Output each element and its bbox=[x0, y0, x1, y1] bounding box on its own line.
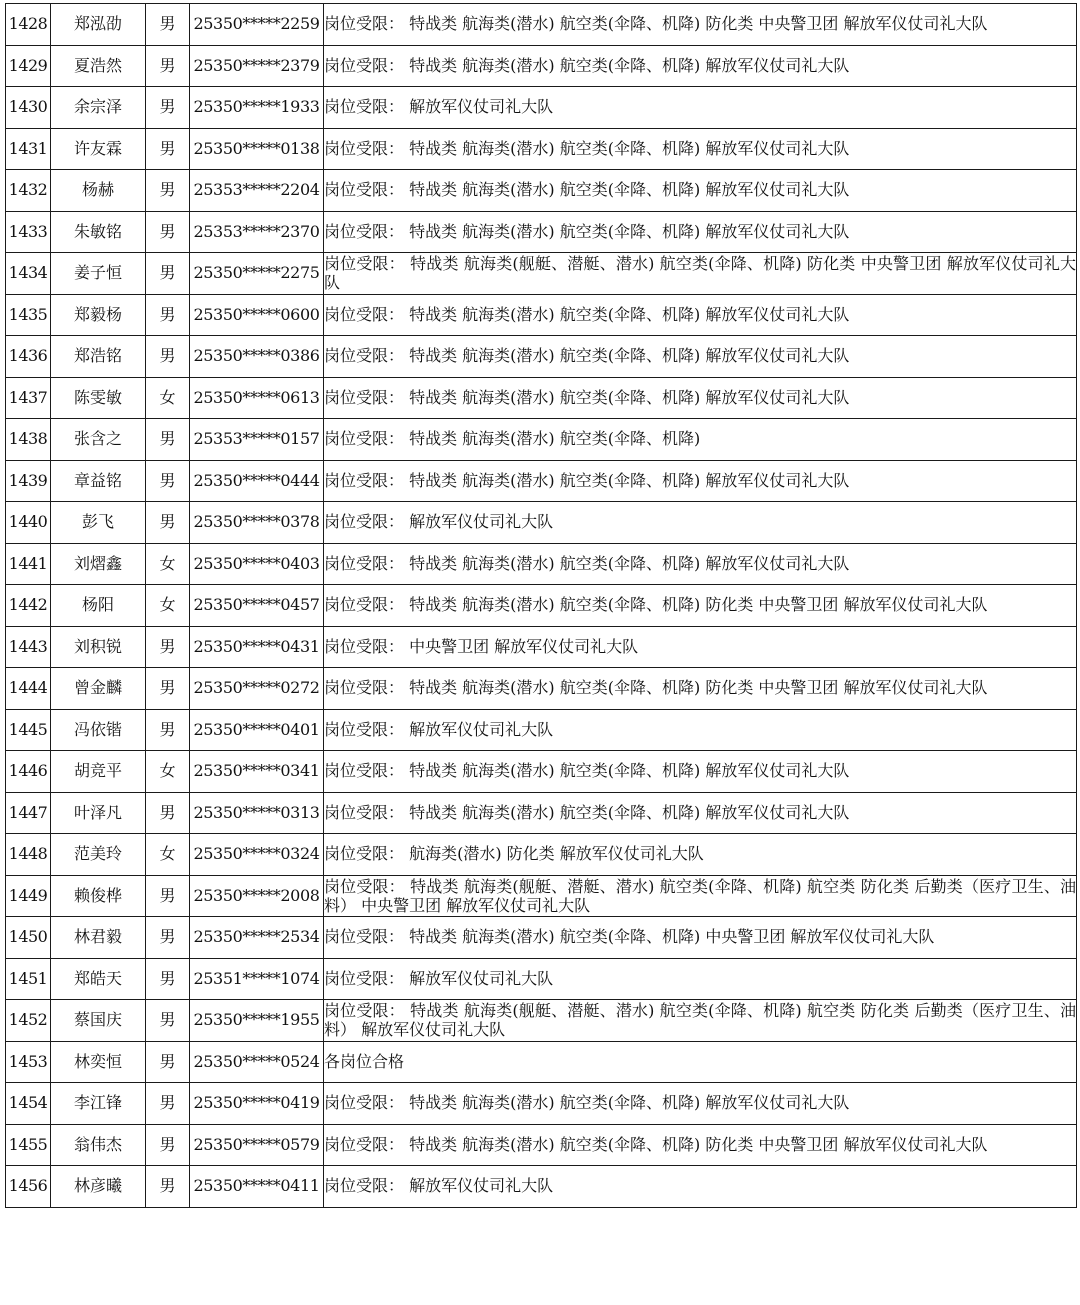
restriction-note-cell: 岗位受限： 中央警卫团 解放军仪仗司礼大队 bbox=[324, 626, 1077, 668]
restriction-note-cell: 岗位受限： 解放军仪仗司礼大队 bbox=[324, 87, 1077, 129]
name-cell: 林奕恒 bbox=[51, 1041, 146, 1083]
table-row bbox=[6, 294, 1077, 336]
table-row bbox=[6, 1041, 1077, 1083]
id-number-cell: 25350*****0431 bbox=[190, 626, 324, 668]
id-number-cell: 25350*****0378 bbox=[190, 502, 324, 544]
row-number-cell: 1432 bbox=[6, 170, 51, 212]
table-row bbox=[6, 211, 1077, 253]
roster-table bbox=[5, 3, 1077, 1208]
table-row bbox=[6, 4, 1077, 46]
name-cell: 林君毅 bbox=[51, 917, 146, 959]
sex-cell: 男 bbox=[146, 1166, 190, 1208]
table-row bbox=[6, 502, 1077, 544]
name-cell: 刘积锐 bbox=[51, 626, 146, 668]
restriction-note-cell: 岗位受限： 特战类 航海类(潜水) 航空类(伞降、机降) 防化类 中央警卫团 解放军仪仗司礼大队 bbox=[324, 1124, 1077, 1166]
name-cell: 冯依锴 bbox=[51, 709, 146, 751]
id-number-cell: 25350*****1933 bbox=[190, 87, 324, 129]
id-number-cell: 25350*****0386 bbox=[190, 336, 324, 378]
row-number-cell: 1431 bbox=[6, 128, 51, 170]
restriction-note-cell: 岗位受限： 特战类 航海类(潜水) 航空类(伞降、机降) 解放军仪仗司礼大队 bbox=[324, 751, 1077, 793]
row-number-cell: 1437 bbox=[6, 377, 51, 419]
restriction-note-cell: 岗位受限： 特战类 航海类(潜水) 航空类(伞降、机降) 解放军仪仗司礼大队 bbox=[324, 377, 1077, 419]
row-number-cell: 1454 bbox=[6, 1083, 51, 1125]
name-cell: 张含之 bbox=[51, 419, 146, 461]
table-row bbox=[6, 45, 1077, 87]
row-number-cell: 1436 bbox=[6, 336, 51, 378]
sex-cell: 男 bbox=[146, 45, 190, 87]
sex-cell: 男 bbox=[146, 875, 190, 917]
row-number-cell: 1438 bbox=[6, 419, 51, 461]
table-row bbox=[6, 460, 1077, 502]
id-number-cell: 25350*****0403 bbox=[190, 543, 324, 585]
restriction-note-cell: 岗位受限： 特战类 航海类(潜水) 航空类(伞降、机降) 防化类 中央警卫团 解放军仪仗司礼大队 bbox=[324, 585, 1077, 627]
name-cell: 郑毅杨 bbox=[51, 294, 146, 336]
table-row bbox=[6, 585, 1077, 627]
table-row bbox=[6, 626, 1077, 668]
sex-cell: 男 bbox=[146, 253, 190, 295]
id-number-cell: 25353*****2204 bbox=[190, 170, 324, 212]
name-cell: 朱敏铭 bbox=[51, 211, 146, 253]
table-row bbox=[6, 377, 1077, 419]
sex-cell: 男 bbox=[146, 958, 190, 1000]
row-number-cell: 1444 bbox=[6, 668, 51, 710]
sex-cell: 男 bbox=[146, 419, 190, 461]
row-number-cell: 1446 bbox=[6, 751, 51, 793]
table-row bbox=[6, 668, 1077, 710]
sex-cell: 男 bbox=[146, 1000, 190, 1042]
id-number-cell: 25350*****0341 bbox=[190, 751, 324, 793]
name-cell: 余宗泽 bbox=[51, 87, 146, 129]
id-number-cell: 25350*****2379 bbox=[190, 45, 324, 87]
name-cell: 李江锋 bbox=[51, 1083, 146, 1125]
restriction-note-cell: 岗位受限： 特战类 航海类(潜水) 航空类(伞降、机降) 解放军仪仗司礼大队 bbox=[324, 336, 1077, 378]
row-number-cell: 1443 bbox=[6, 626, 51, 668]
table-row bbox=[6, 751, 1077, 793]
row-number-cell: 1447 bbox=[6, 792, 51, 834]
id-number-cell: 25350*****0324 bbox=[190, 834, 324, 876]
sex-cell: 男 bbox=[146, 294, 190, 336]
table-row bbox=[6, 1083, 1077, 1125]
sex-cell: 女 bbox=[146, 377, 190, 419]
table-row bbox=[6, 1166, 1077, 1208]
id-number-cell: 25350*****0579 bbox=[190, 1124, 324, 1166]
sex-cell: 男 bbox=[146, 336, 190, 378]
name-cell: 陈雯敏 bbox=[51, 377, 146, 419]
restriction-note-cell: 岗位受限： 特战类 航海类(潜水) 航空类(伞降、机降) 防化类 中央警卫团 解放军仪仗司礼大队 bbox=[324, 668, 1077, 710]
name-cell: 彭飞 bbox=[51, 502, 146, 544]
name-cell: 范美玲 bbox=[51, 834, 146, 876]
row-number-cell: 1448 bbox=[6, 834, 51, 876]
name-cell: 郑皓天 bbox=[51, 958, 146, 1000]
table-row bbox=[6, 875, 1077, 917]
sex-cell: 男 bbox=[146, 709, 190, 751]
row-number-cell: 1451 bbox=[6, 958, 51, 1000]
restriction-note-cell: 岗位受限： 特战类 航海类(舰艇、潜艇、潜水) 航空类(伞降、机降) 防化类 中央警卫团 解放军仪仗司礼大队 bbox=[324, 254, 1076, 293]
row-number-cell: 1449 bbox=[6, 875, 51, 917]
row-number-cell: 1455 bbox=[6, 1124, 51, 1166]
name-cell: 郑泓劭 bbox=[51, 4, 146, 46]
row-number-cell: 1439 bbox=[6, 460, 51, 502]
table-row bbox=[6, 834, 1077, 876]
id-number-cell: 25350*****0524 bbox=[190, 1041, 324, 1083]
id-number-cell: 25350*****0613 bbox=[190, 377, 324, 419]
sex-cell: 男 bbox=[146, 211, 190, 253]
restriction-note-cell: 岗位受限： 解放军仪仗司礼大队 bbox=[324, 502, 1077, 544]
id-number-cell: 25350*****2534 bbox=[190, 917, 324, 959]
table-row bbox=[6, 792, 1077, 834]
table-row bbox=[6, 543, 1077, 585]
name-cell: 许友霖 bbox=[51, 128, 146, 170]
restriction-note-cell: 岗位受限： 特战类 航海类(潜水) 航空类(伞降、机降) 解放军仪仗司礼大队 bbox=[324, 792, 1077, 834]
sex-cell: 男 bbox=[146, 87, 190, 129]
page-margin bbox=[0, 1274, 1080, 1305]
id-number-cell: 25353*****2370 bbox=[190, 211, 324, 253]
restriction-note-cell: 岗位受限： 特战类 航海类(潜水) 航空类(伞降、机降) 解放军仪仗司礼大队 bbox=[324, 1083, 1077, 1125]
roster-sheet bbox=[5, 3, 1076, 1208]
table-row bbox=[6, 917, 1077, 959]
name-cell: 曾金麟 bbox=[51, 668, 146, 710]
sex-cell: 男 bbox=[146, 668, 190, 710]
name-cell: 杨赫 bbox=[51, 170, 146, 212]
restriction-note-cell: 岗位受限： 特战类 航海类(潜水) 航空类(伞降、机降) 解放军仪仗司礼大队 bbox=[324, 211, 1077, 253]
table-row bbox=[6, 958, 1077, 1000]
row-number-cell: 1440 bbox=[6, 502, 51, 544]
name-cell: 姜子恒 bbox=[51, 253, 146, 295]
row-number-cell: 1450 bbox=[6, 917, 51, 959]
id-number-cell: 25350*****1955 bbox=[190, 1000, 324, 1042]
name-cell: 叶泽凡 bbox=[51, 792, 146, 834]
row-number-cell: 1441 bbox=[6, 543, 51, 585]
row-number-cell: 1434 bbox=[6, 253, 51, 295]
id-number-cell: 25350*****2275 bbox=[190, 253, 324, 295]
id-number-cell: 25351*****1074 bbox=[190, 958, 324, 1000]
table-row bbox=[6, 87, 1077, 129]
name-cell: 胡竞平 bbox=[51, 751, 146, 793]
row-number-cell: 1429 bbox=[6, 45, 51, 87]
restriction-note-cell: 岗位受限： 特战类 航海类(舰艇、潜艇、潜水) 航空类(伞降、机降) 航空类 防化类 后勤类（医疗卫生、油料） 解放军仪仗司礼大队 bbox=[324, 1001, 1076, 1040]
name-cell: 郑浩铭 bbox=[51, 336, 146, 378]
id-number-cell: 25350*****0411 bbox=[190, 1166, 324, 1208]
row-number-cell: 1430 bbox=[6, 87, 51, 129]
name-cell: 刘熠鑫 bbox=[51, 543, 146, 585]
restriction-note-cell: 岗位受限： 解放军仪仗司礼大队 bbox=[324, 958, 1077, 1000]
table-row bbox=[6, 336, 1077, 378]
row-number-cell: 1442 bbox=[6, 585, 51, 627]
restriction-note-cell: 各岗位合格 bbox=[324, 1041, 1077, 1083]
restriction-note-cell: 岗位受限： 特战类 航海类(潜水) 航空类(伞降、机降) 解放军仪仗司礼大队 bbox=[324, 128, 1077, 170]
restriction-note-cell: 岗位受限： 特战类 航海类(潜水) 航空类(伞降、机降) 解放军仪仗司礼大队 bbox=[324, 543, 1077, 585]
table-row bbox=[6, 128, 1077, 170]
id-number-cell: 25350*****2008 bbox=[190, 875, 324, 917]
row-number-cell: 1452 bbox=[6, 1000, 51, 1042]
id-number-cell: 25350*****0272 bbox=[190, 668, 324, 710]
row-number-cell: 1445 bbox=[6, 709, 51, 751]
sex-cell: 女 bbox=[146, 834, 190, 876]
sex-cell: 女 bbox=[146, 751, 190, 793]
restriction-note-cell: 岗位受限： 特战类 航海类(舰艇、潜艇、潜水) 航空类(伞降、机降) 航空类 防化类 后勤类（医疗卫生、油料） 中央警卫团 解放军仪仗司礼大队 bbox=[324, 876, 1076, 915]
sex-cell: 男 bbox=[146, 1124, 190, 1166]
name-cell: 翁伟杰 bbox=[51, 1124, 146, 1166]
table-row bbox=[6, 170, 1077, 212]
sex-cell: 女 bbox=[146, 585, 190, 627]
restriction-note-cell: 岗位受限： 解放军仪仗司礼大队 bbox=[324, 709, 1077, 751]
restriction-note-cell: 岗位受限： 特战类 航海类(潜水) 航空类(伞降、机降) bbox=[324, 419, 1077, 461]
name-cell: 林彦曦 bbox=[51, 1166, 146, 1208]
sex-cell: 男 bbox=[146, 4, 190, 46]
restriction-note-cell: 岗位受限： 特战类 航海类(潜水) 航空类(伞降、机降) 解放军仪仗司礼大队 bbox=[324, 45, 1077, 87]
id-number-cell: 25350*****0313 bbox=[190, 792, 324, 834]
id-number-cell: 25350*****0444 bbox=[190, 460, 324, 502]
id-number-cell: 25350*****0600 bbox=[190, 294, 324, 336]
sex-cell: 男 bbox=[146, 792, 190, 834]
row-number-cell: 1428 bbox=[6, 4, 51, 46]
table-row bbox=[6, 1000, 1077, 1042]
row-number-cell: 1433 bbox=[6, 211, 51, 253]
table-row bbox=[6, 253, 1077, 295]
id-number-cell: 25350*****0457 bbox=[190, 585, 324, 627]
restriction-note-cell: 岗位受限： 特战类 航海类(潜水) 航空类(伞降、机降) 中央警卫团 解放军仪仗司礼大队 bbox=[324, 917, 1077, 959]
name-cell: 杨阳 bbox=[51, 585, 146, 627]
name-cell: 章益铭 bbox=[51, 460, 146, 502]
restriction-note-cell: 岗位受限： 特战类 航海类(潜水) 航空类(伞降、机降) 防化类 中央警卫团 解放军仪仗司礼大队 bbox=[324, 4, 1077, 46]
sex-cell: 男 bbox=[146, 460, 190, 502]
roster-body bbox=[6, 4, 1077, 1208]
restriction-note-cell: 岗位受限： 航海类(潜水) 防化类 解放军仪仗司礼大队 bbox=[324, 834, 1077, 876]
sex-cell: 男 bbox=[146, 502, 190, 544]
name-cell: 夏浩然 bbox=[51, 45, 146, 87]
restriction-note-cell: 岗位受限： 特战类 航海类(潜水) 航空类(伞降、机降) 解放军仪仗司礼大队 bbox=[324, 460, 1077, 502]
sex-cell: 男 bbox=[146, 1083, 190, 1125]
restriction-note-cell: 岗位受限： 特战类 航海类(潜水) 航空类(伞降、机降) 解放军仪仗司礼大队 bbox=[324, 294, 1077, 336]
id-number-cell: 25353*****0157 bbox=[190, 419, 324, 461]
sex-cell: 男 bbox=[146, 1041, 190, 1083]
name-cell: 蔡国庆 bbox=[51, 1000, 146, 1042]
sex-cell: 男 bbox=[146, 917, 190, 959]
restriction-note-cell: 岗位受限： 特战类 航海类(潜水) 航空类(伞降、机降) 解放军仪仗司礼大队 bbox=[324, 170, 1077, 212]
row-number-cell: 1456 bbox=[6, 1166, 51, 1208]
id-number-cell: 25350*****0419 bbox=[190, 1083, 324, 1125]
id-number-cell: 25350*****0138 bbox=[190, 128, 324, 170]
table-row bbox=[6, 709, 1077, 751]
id-number-cell: 25350*****2259 bbox=[190, 4, 324, 46]
sex-cell: 男 bbox=[146, 626, 190, 668]
name-cell: 赖俊桦 bbox=[51, 875, 146, 917]
id-number-cell: 25350*****0401 bbox=[190, 709, 324, 751]
row-number-cell: 1435 bbox=[6, 294, 51, 336]
table-row bbox=[6, 419, 1077, 461]
sex-cell: 男 bbox=[146, 128, 190, 170]
table-row bbox=[6, 1124, 1077, 1166]
sex-cell: 女 bbox=[146, 543, 190, 585]
restriction-note-cell: 岗位受限： 解放军仪仗司礼大队 bbox=[324, 1166, 1077, 1208]
row-number-cell: 1453 bbox=[6, 1041, 51, 1083]
sex-cell: 男 bbox=[146, 170, 190, 212]
